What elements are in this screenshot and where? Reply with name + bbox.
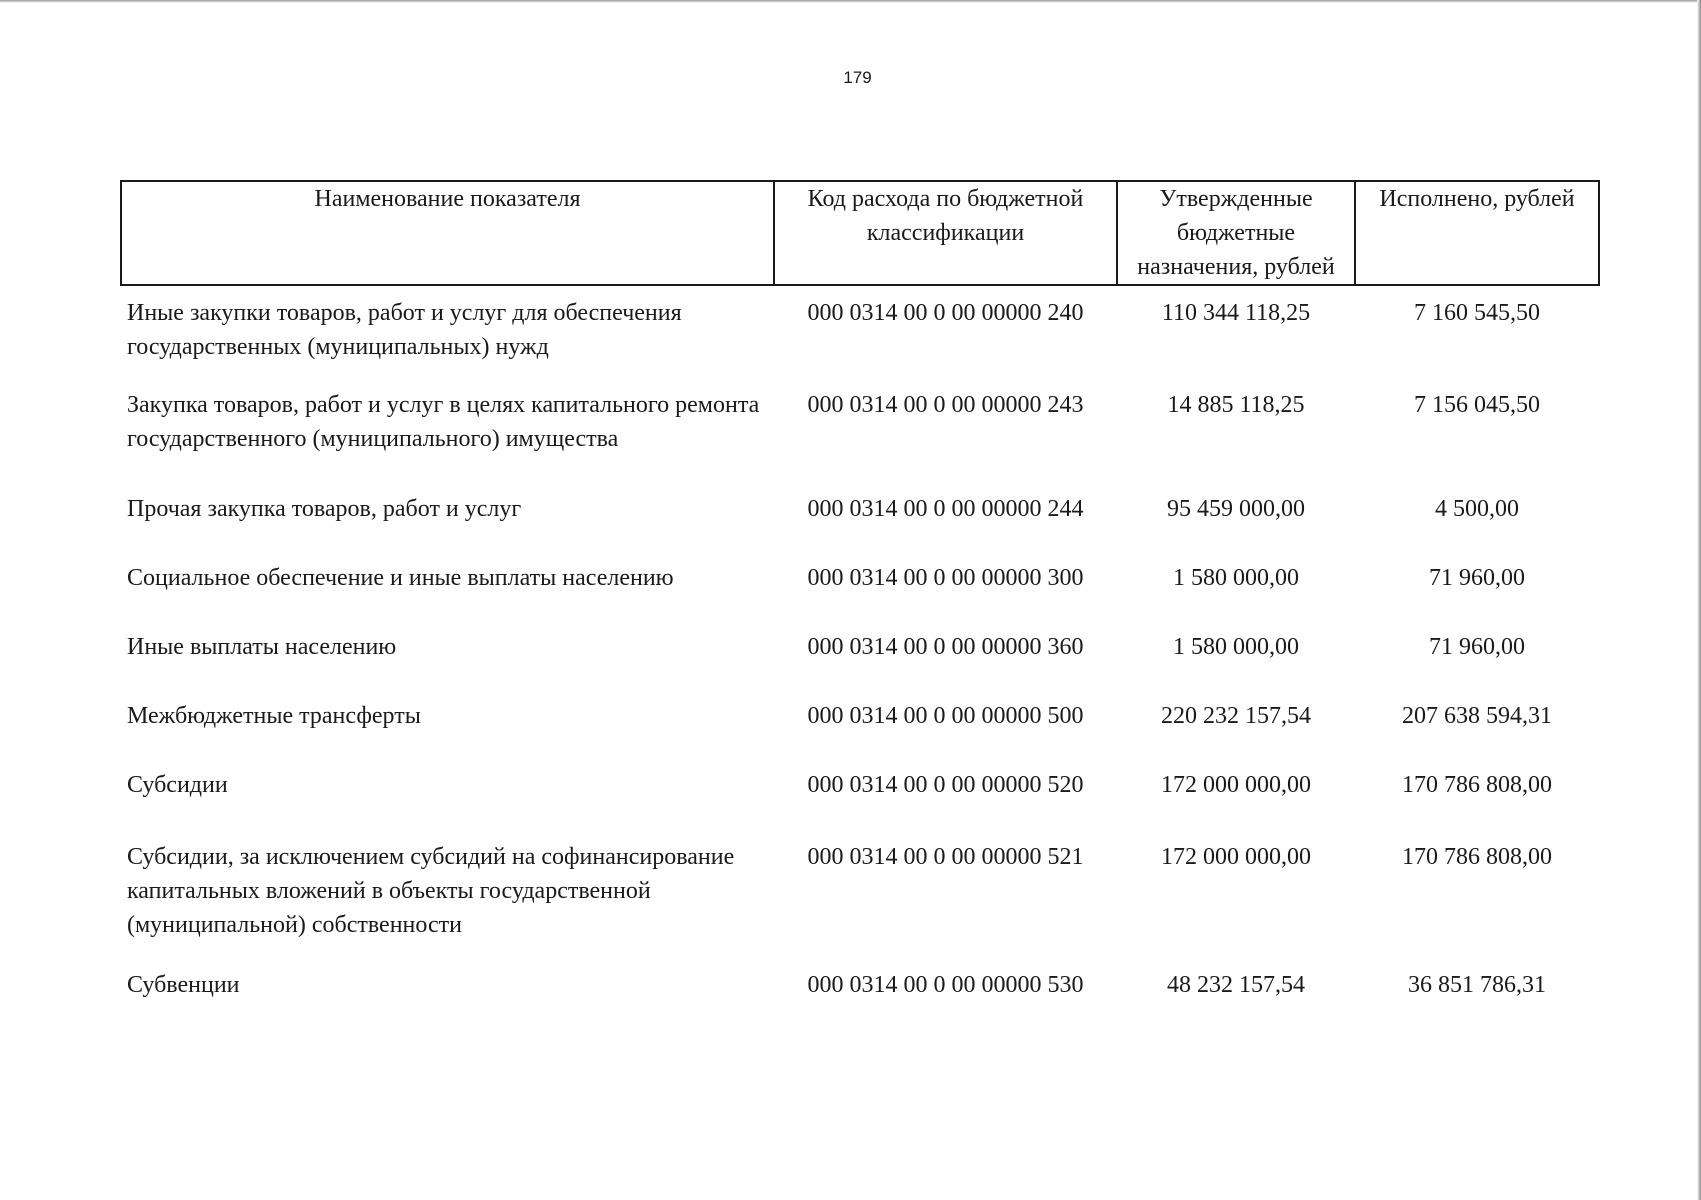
row-executed: 207 638 594,31 xyxy=(1402,703,1552,729)
header-expense-code: Код расхода по бюджетной классификации xyxy=(774,181,1117,285)
row-executed: 170 786 808,00 xyxy=(1402,844,1552,870)
row-name: Иные закупки товаров, работ и услуг для обеспечения государственных (муниципальных) нужд xyxy=(127,300,682,360)
header-indicator-name: Наименование показателя xyxy=(121,181,774,285)
table-row xyxy=(121,388,1599,492)
row-approved: 1 580 000,00 xyxy=(1173,634,1299,660)
header-approved-amount: Утвержденные бюджетные назначения, рублей xyxy=(1117,181,1355,285)
row-approved: 220 232 157,54 xyxy=(1161,703,1311,729)
table-header-row xyxy=(121,181,1599,285)
row-executed: 7 156 045,50 xyxy=(1414,392,1540,418)
row-code: 000 0314 00 0 00 00000 240 xyxy=(807,300,1084,326)
row-code: 000 0314 00 0 00 00000 244 xyxy=(807,496,1084,522)
table-row xyxy=(121,561,1599,630)
scan-edge-top xyxy=(0,0,1701,3)
row-approved: 1 580 000,00 xyxy=(1173,565,1299,591)
budget-table xyxy=(120,180,1600,1002)
row-name: Закупка товаров, работ и услуг в целях капитального ремонта государственного (муниципального) имущества xyxy=(127,392,760,452)
row-approved: 110 344 118,25 xyxy=(1161,300,1311,326)
row-executed: 71 960,00 xyxy=(1429,565,1525,591)
row-code: 000 0314 00 0 00 00000 360 xyxy=(807,634,1084,660)
row-name: Межбюджетные трансферты xyxy=(127,703,421,729)
row-name: Иные выплаты населению xyxy=(127,634,397,660)
row-code: 000 0314 00 0 00 00000 243 xyxy=(807,392,1084,418)
row-code: 000 0314 00 0 00 00000 530 xyxy=(807,972,1084,998)
table-row xyxy=(121,837,1599,942)
table-row xyxy=(121,699,1599,768)
row-approved: 172 000 000,00 xyxy=(1161,772,1311,798)
table-row xyxy=(121,285,1599,388)
row-code: 000 0314 00 0 00 00000 521 xyxy=(807,844,1084,870)
row-approved: 95 459 000,00 xyxy=(1167,496,1305,522)
header-executed-amount: Исполнено, рублей xyxy=(1355,181,1599,285)
row-name: Субсидии, за исключением субсидий на софинансирование капитальных вложений в объекты государственной (муниципальной) собственности xyxy=(127,844,735,938)
row-executed: 7 160 545,50 xyxy=(1414,300,1540,326)
page-number: 179 xyxy=(843,68,872,87)
table-row xyxy=(121,768,1599,837)
row-name: Субсидии xyxy=(127,772,228,798)
row-name: Субвенции xyxy=(127,972,240,998)
table-row xyxy=(121,492,1599,561)
row-executed: 36 851 786,31 xyxy=(1408,972,1546,998)
row-executed: 170 786 808,00 xyxy=(1402,772,1552,798)
row-code: 000 0314 00 0 00 00000 300 xyxy=(807,565,1084,591)
row-approved: 48 232 157,54 xyxy=(1167,972,1305,998)
table-row xyxy=(121,630,1599,699)
row-name: Социальное обеспечение и иные выплаты населению xyxy=(127,565,674,591)
row-executed: 4 500,00 xyxy=(1435,496,1519,522)
row-code: 000 0314 00 0 00 00000 520 xyxy=(807,772,1084,798)
row-name: Прочая закупка товаров, работ и услуг xyxy=(127,496,522,522)
row-executed: 71 960,00 xyxy=(1429,634,1525,660)
table-row xyxy=(121,942,1599,1002)
scan-edge-right xyxy=(1697,0,1701,1200)
row-approved: 172 000 000,00 xyxy=(1161,844,1311,870)
row-approved: 14 885 118,25 xyxy=(1167,392,1305,418)
row-code: 000 0314 00 0 00 00000 500 xyxy=(807,703,1084,729)
